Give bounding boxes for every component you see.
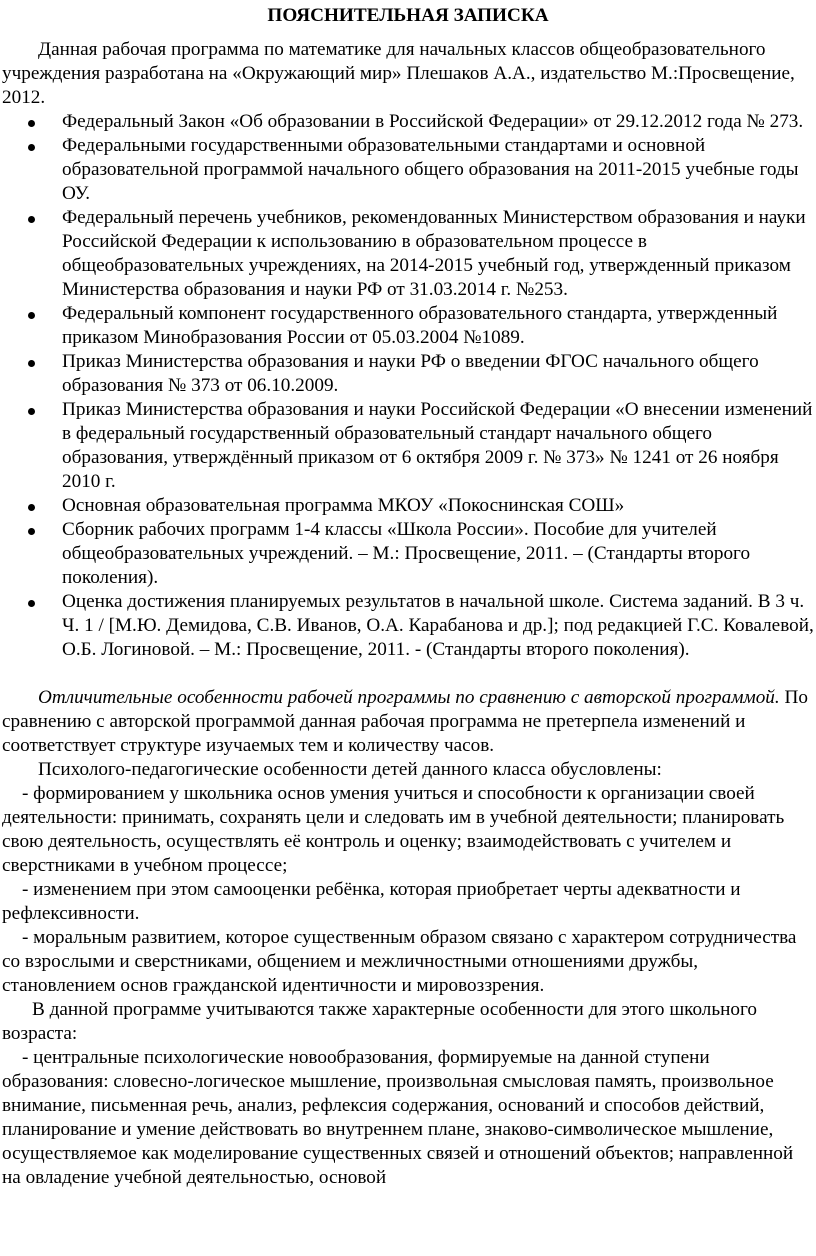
list-item-text: Оценка достижения планируемых результатов в начальной школе. Система заданий. В 3 ч. Ч. 1 / [М.Ю. Демидова, С.В. Иванов, О.А. Карабанова и др.]; под редакцией Г.С. Ковалевой, О.Б. Логиновой. – М.: Просвещение, 2011. - (Стандарты второго поколения).	[62, 591, 814, 660]
list-item	[2, 350, 814, 398]
intro-paragraph: Данная рабочая программа по математике для начальных классов общеобразовательного учреждения разработана на «Окружающий мир» Плешаков А.А., издательство М.:Просвещение, 2012.	[2, 39, 795, 108]
psych-item: - моральным развитием, которое существенным образом связано с характером сотрудничества со взрослыми и сверстниками, общением и межличностными отношениями дружбы, становлением основ гражданской идентичности и мировоззрения.	[2, 927, 797, 996]
list-item	[2, 134, 814, 206]
psych-intro: Психолого-педагогические особенности детей данного класса обусловлены:	[38, 759, 662, 780]
list-item-text: Приказ Министерства образования и науки РФ о введении ФГОС начального общего образования № 373 от 06.10.2009.	[62, 351, 759, 396]
psych-item: - формированием у школьника основ умения учиться и способности к организации своей деятельности: принимать, сохранять цели и следовать им в учебной деятельности; планировать свою деятельность, осуществлять её контроль и оценку; взаимодействовать с учителем и сверстниками в учебном процессе;	[2, 783, 785, 876]
list-item	[2, 398, 814, 494]
list-item	[2, 590, 814, 662]
list-item-text: Основная образовательная программа МКОУ «Покоснинская СОШ»	[62, 495, 625, 516]
psych-item: - изменением при этом самооценки ребёнка, которая приобретает черты адекватности и рефлексивности.	[2, 879, 741, 924]
list-item	[2, 494, 814, 518]
list-item-text: Федеральными государственными образовательными стандартами и основной образовательной программой начального общего образования на 2011-2015 учебные годы ОУ.	[62, 135, 799, 204]
differences-heading: Отличительные особенности рабочей программы по сравнению с авторской программой.	[38, 687, 780, 708]
bullet-icon	[28, 120, 35, 127]
bullet-icon	[28, 144, 35, 151]
list-item-text: Сборник рабочих программ 1-4 классы «Школа России». Пособие для учителей общеобразовательных учреждений. – М.: Просвещение, 2011. – (Стандарты второго поколения).	[62, 519, 751, 588]
list-item-text: Федеральный перечень учебников, рекомендованных Министерством образования и науки Российской Федерации к использованию в образовательном процессе в общеобразовательных учреждениях, на 2014-2015 учебный год, утвержденный приказом Министерства образования и науки РФ от 31.03.2014 г. №253.	[62, 207, 806, 300]
regulations-list	[2, 110, 814, 662]
list-item	[2, 206, 814, 302]
age-item: - центральные психологические новообразования, формируемые на данной ступени образования: словесно-логическое мышление, произвольная смысловая память, произвольное внимание, письменная речь, анализ, рефлексия содержания, оснований и способов действий, планирование и умение действовать во внутреннем плане, знаково-символическое мышление, осуществляемое как моделирование существенных связей и отношений объектов; направленной на овладение учебной деятельностью, основой	[2, 1047, 794, 1188]
bullet-icon	[28, 528, 35, 535]
page-title: ПОЯСНИТЕЛЬНАЯ ЗАПИСКА	[267, 5, 549, 26]
bullet-icon	[28, 360, 35, 367]
list-item-text: Федеральный Закон «Об образовании в Российской Федерации» от 29.12.2012 года № 273.	[62, 111, 804, 132]
age-intro: В данной программе учитываются также характерные особенности для этого школьного возраста:	[2, 999, 757, 1044]
bullet-icon	[28, 408, 35, 415]
list-item-text: Приказ Министерства образования и науки Российской Федерации «О внесении изменений в федеральный государственный образовательный стандарт начального общего образования, утверждённый приказом от 6 октября 2009 г. № 373» № 1241 от 26 ноября 2010 г.	[62, 399, 813, 492]
differences-text: По сравнению с авторской программой данная рабочая программа не претерпела изменений и соответствует структуре изучаемых тем и количеству часов.	[2, 687, 808, 756]
differences-paragraph	[2, 686, 814, 758]
list-item	[2, 302, 814, 350]
bullet-icon	[28, 600, 35, 607]
bullet-icon	[28, 504, 35, 511]
list-item	[2, 110, 814, 134]
list-item-text: Федеральный компонент государственного образовательного стандарта, утвержденный приказом Минобразования России от 05.03.2004 №1089.	[62, 303, 778, 348]
bullet-icon	[28, 216, 35, 223]
list-item	[2, 518, 814, 590]
bullet-icon	[28, 312, 35, 319]
spacer	[2, 662, 814, 686]
